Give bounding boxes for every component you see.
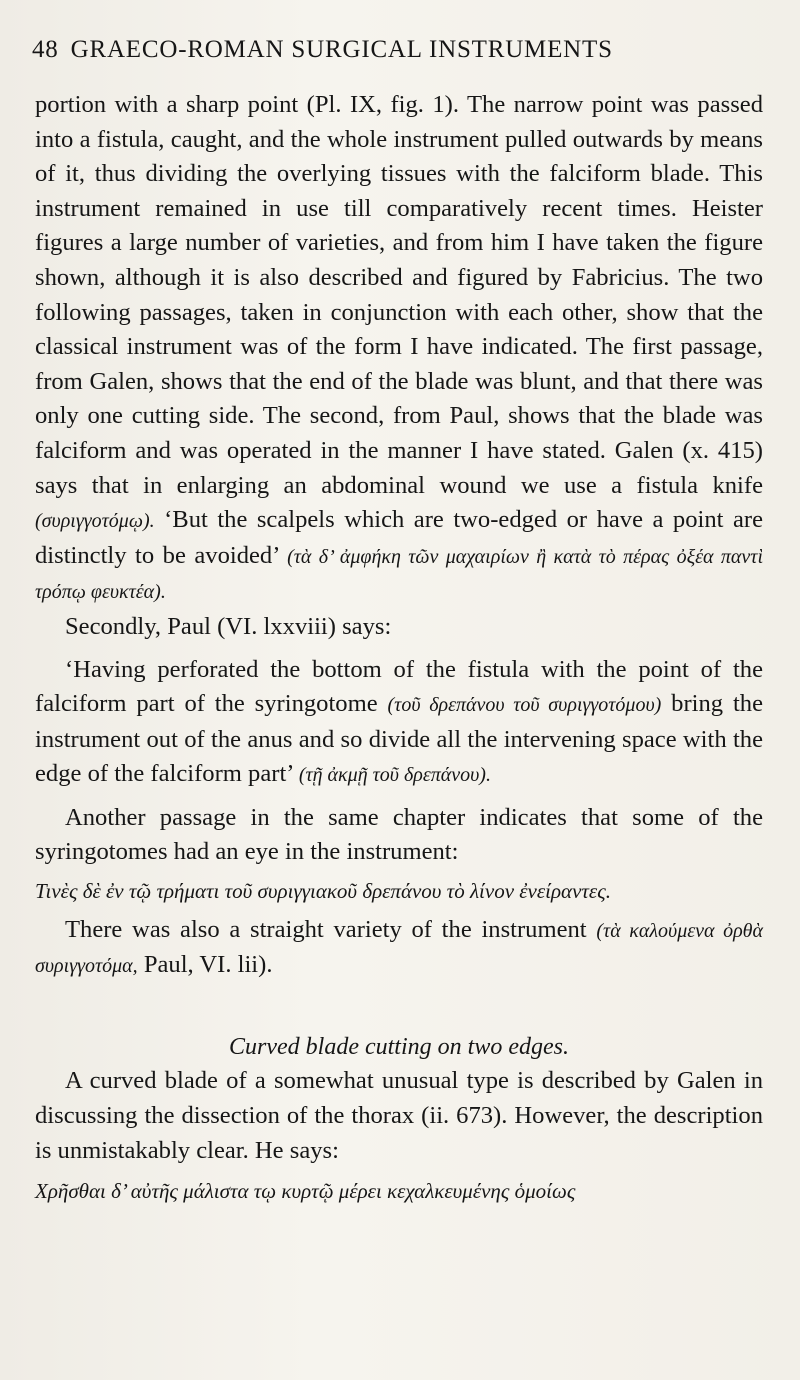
section-heading: Curved blade cutting on two edges. — [229, 1033, 569, 1060]
page-number: 48 — [32, 36, 59, 63]
paragraph-text: ‘Having perforated the bottom of the fistula with the point of the falciform part of the syringotome — [35, 655, 763, 718]
running-title: GRAECO-ROMAN SURGICAL INSTRUMENTS — [70, 36, 613, 63]
paragraph-text: There was also a straight variety of the instrument — [65, 915, 587, 943]
greek-quote: (τῇ ἀκμῇ τοῦ δρεπάνου). — [298, 764, 491, 787]
paragraph-text: ‘But the scalpels which are two-edged or have a point are distinctly to be avoided’ — [35, 506, 763, 569]
greek-quote: (τοῦ δρεπάνου τοῦ συριγγοτόμου) — [387, 694, 662, 717]
paragraph-text: bring the instrument out of the anus and so divide all the intervening space with the edge of the falciform part’ — [35, 690, 763, 788]
paragraph-text: Paul, VI. lii). — [143, 951, 273, 979]
paragraph-eye: Another passage in the same chapter indicates that some of the syringotomes had an eye in the instrument: — [35, 803, 763, 866]
paragraph-text: portion with a sharp point (Pl. IX, fig. 1). The narrow point was passed into a fistula, caught, and the whole instrument pulled outwards by means of it, thus dividing the overlying tissues with the falciform blade. This instrument remained in use till comparatively recent times. Heister figures a large number of varieties, and from him I have taken the figure shown, although it is also described and figured by Fabricius. The two following passages, taken in conjunction with each other, show that the classical instrument was of the form I have indicated. The first passage, from Galen, shows that the end of the blade was blunt, and that there was only one cutting side. The second, from Paul, shows that the blade was falciform and was operated in the manner I have stated. Galen (x. 415) says that in enlarging an abdominal wound we use a fistula knife — [35, 91, 763, 499]
greek-quote: (συριγγοτόμῳ). — [35, 510, 155, 533]
paragraph-paul-intro: Secondly, Paul (VI. lxxviii) says: — [65, 612, 392, 640]
greek-block-quote: Τινὲς δὲ ἐν τῷ τρήματι τοῦ συριγγιακοῦ δρεπάνου τὸ λίνον ἐνείραντες. — [35, 879, 611, 904]
paragraph-fistula-knife — [35, 88, 763, 610]
paragraph-paul-quote — [35, 653, 763, 793]
greek-quote: (τὰ καλούμενα ὀρθὰ συριγγοτόμα, — [35, 919, 763, 978]
greek-quote: (τὰ δ’ ἀμφήκη τῶν μαχαιρίων ἢ κατὰ τὸ πέρας ὀξέα παντὶ τρόπῳ φευκτέα). — [35, 545, 763, 604]
page-body — [35, 88, 763, 1209]
greek-block-quote: Χρῆσθαι δ’ αὐτῆς μάλιστα τῳ κυρτῷ μέρει κεχαλκευμένης ὁμοίως — [35, 1179, 576, 1204]
paragraph-curved-blade: A curved blade of a somewhat unusual type is described by Galen in discussing the dissection of the thorax (ii. 673). However, the description is unmistakably clear. He says: — [35, 1067, 763, 1164]
running-header — [32, 36, 772, 64]
paragraph-straight-variety — [35, 913, 763, 984]
